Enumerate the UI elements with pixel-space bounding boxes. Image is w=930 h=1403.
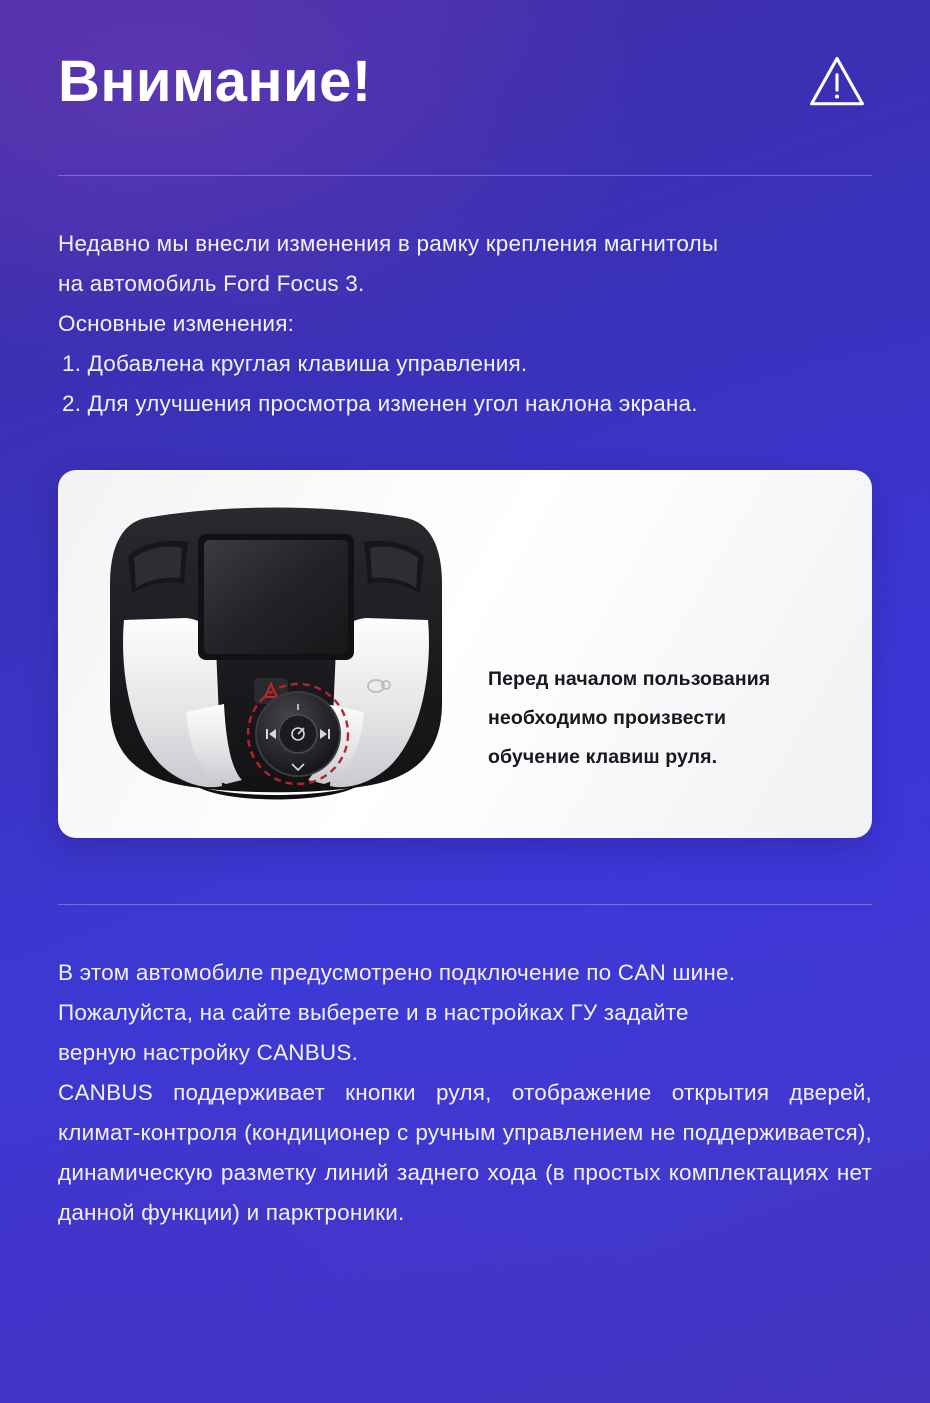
page-title: Внимание! xyxy=(58,49,372,114)
body-block xyxy=(58,953,872,1233)
intro-line-3: Основные изменения: xyxy=(58,310,295,336)
photo-note xyxy=(488,660,858,777)
change-item-2: 2. Для улучшения просмотра изменен угол наклона экрана. xyxy=(62,391,698,417)
product-photo-card xyxy=(58,470,872,838)
intro-block xyxy=(58,224,872,424)
car-head-unit-photo xyxy=(76,498,474,816)
header-divider xyxy=(58,175,872,176)
section-divider xyxy=(58,904,872,905)
canbus-line-2: Пожалуйста, на сайте выберете и в настройках ГУ задайте xyxy=(58,1000,689,1026)
change-item-1: 1. Добавлена круглая клавиша управления. xyxy=(62,351,528,377)
canbus-features-paragraph: CANBUS поддерживает кнопки руля, отображение открытия дверей, климат-контроля (кондиционер с ручным управлением не поддерживается), динамическую разметку линий заднего хода (в простых комплектациях нет данной функции) и парктроники. xyxy=(58,1080,872,1226)
page-header xyxy=(58,0,872,113)
photo-note-line-2: необходимо произвести xyxy=(488,707,727,730)
canbus-line-3: верную настройку CANBUS. xyxy=(58,1040,359,1066)
warning-triangle-icon xyxy=(808,53,866,111)
intro-line-1: Недавно мы внесли изменения в рамку крепления магнитолы xyxy=(58,230,719,256)
canbus-line-1: В этом автомобиле предусмотрено подключение по CAN шине. xyxy=(58,960,736,986)
photo-note-line-3: обучение клавиш руля. xyxy=(488,746,718,769)
intro-line-2: на автомобиль Ford Focus 3. xyxy=(58,270,365,296)
photo-note-line-1: Перед началом пользования xyxy=(488,668,771,691)
